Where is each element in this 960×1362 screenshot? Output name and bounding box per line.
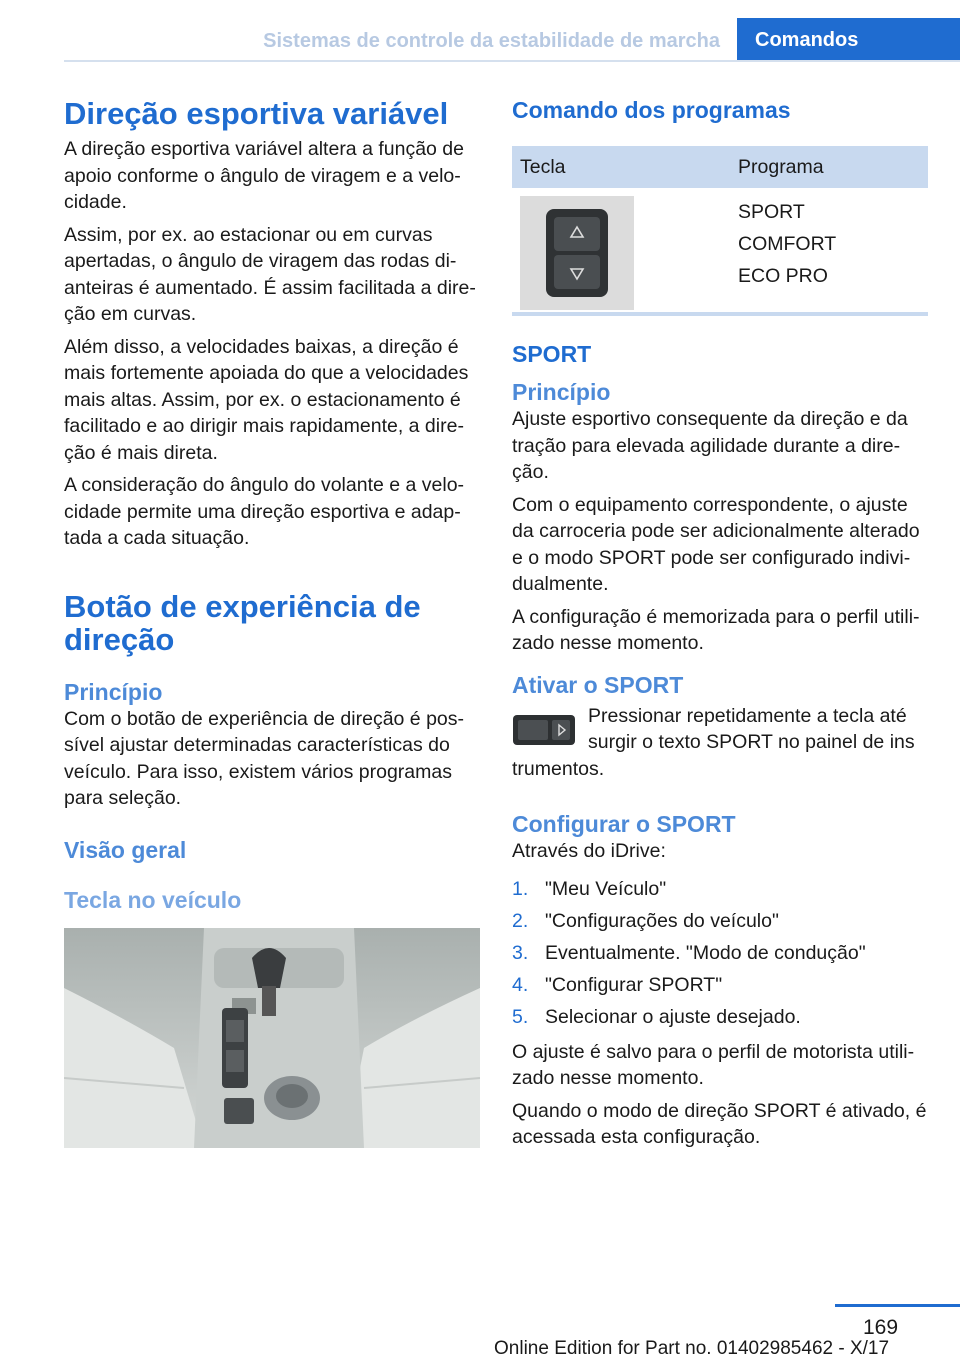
- step-number: 1.: [512, 877, 529, 900]
- paragraph: Assim, por ex. ao estacionar ou em curvas apertadas, o ângulo de viragem das rodas dianteiras é aumentado. É assim facilitada a direção em curvas.: [64, 223, 476, 325]
- program-eco-pro: ECO PRO: [738, 265, 828, 287]
- table-cell-programa: [730, 196, 836, 312]
- step-text: "Meu Veículo": [545, 877, 667, 900]
- paragraph: Pressionar repetidamente a tecla até surgir o texto SPORT no painel de ins: [588, 704, 915, 753]
- heading-sport: SPORT: [512, 341, 592, 367]
- header-chapter-tab: [737, 18, 960, 62]
- left-column: [64, 96, 480, 1148]
- paragraph: Através do iDrive:: [512, 840, 666, 862]
- footer-rule: [835, 1304, 960, 1307]
- steps-list: [512, 873, 928, 1033]
- heading-visao-geral: Visão geral: [64, 836, 187, 863]
- step-text: Eventualmente. "Modo de condução": [545, 941, 866, 964]
- list-item: [512, 873, 928, 905]
- paragraph: A direção esportiva variável altera a função de apoio conforme o ângulo de viragem e a velocidade.: [64, 138, 464, 213]
- paragraph: Com o equipamento correspondente, o ajuste da carroceria pode ser adicionalmente alterado e o modo SPORT pode ser configurado individualmente.: [512, 493, 920, 595]
- table-header-tecla: Tecla: [520, 155, 566, 178]
- mode-button-photo: [520, 196, 634, 310]
- step-number: 2.: [512, 909, 529, 932]
- paragraph: A consideração do ângulo do volante e a velocidade permite uma direção esportiva e adaptada a cada situação.: [64, 474, 465, 549]
- paragraph-continuation: trumentos.: [512, 757, 605, 780]
- step-number: 5.: [512, 1005, 529, 1028]
- heading-ativar-sport: Ativar o SPORT: [512, 671, 684, 698]
- table-header-row: [512, 146, 928, 188]
- list-item: [512, 969, 928, 1001]
- paragraph: Ajuste esportivo consequente da direção e da tração para elevada agilidade durante a direção.: [512, 408, 908, 483]
- programs-table: [512, 146, 928, 316]
- list-item: [512, 1001, 928, 1033]
- console-photo: [64, 928, 480, 1148]
- list-item: [512, 937, 928, 969]
- edition-note: Online Edition for Part no. 01402985462 - X/17: [494, 1338, 890, 1359]
- paragraph: Além disso, a velocidades baixas, a direção é mais fortemente apoiada do que a velocidades mais altas. Assim, por ex. o estacionamento é facilitado e ao dirigir mais rapidamente, a direção é mais direta.: [64, 335, 469, 464]
- paragraph: Quando o modo de direção SPORT é ativado, é acessada esta configuração.: [512, 1099, 927, 1148]
- step-text: "Configurar SPORT": [545, 973, 723, 996]
- table-header-programa: Programa: [738, 155, 824, 178]
- ativar-block: [512, 703, 928, 756]
- paragraph: A configuração é memorizada para o perfil utilizado nesse momento.: [512, 605, 920, 654]
- program-sport: SPORT: [738, 201, 805, 223]
- page-number: 169: [863, 1316, 899, 1339]
- paragraph: Com o botão de experiência de direção é possível ajustar determinadas características do veículo. Para isso, existem vários programas para seleção.: [64, 707, 465, 809]
- heading-configurar-sport: Configurar o SPORT: [512, 811, 736, 837]
- heading-direcao-esportiva: Direção esportiva variável: [64, 96, 449, 131]
- table-cell-tecla: [512, 196, 730, 312]
- heading-tecla-no-veiculo: Tecla no veículo: [64, 886, 242, 913]
- mode-button-icon: [512, 703, 588, 756]
- step-number: 4.: [512, 973, 529, 996]
- step-text: Selecionar o ajuste desejado.: [545, 1005, 801, 1028]
- header-chapter-label: Comandos: [755, 28, 859, 51]
- program-comfort: COMFORT: [738, 233, 837, 255]
- right-column: [512, 96, 928, 1157]
- paragraph: O ajuste é salvo para o perfil de motorista utilizado nesse momento.: [512, 1040, 915, 1089]
- page-header: [0, 0, 960, 62]
- heading-principio: Princípio: [512, 379, 611, 405]
- header-rule: [64, 60, 960, 62]
- heading-principio: Princípio: [64, 678, 163, 705]
- heading-botao-experiencia: Botão de experiência de direção: [64, 588, 421, 657]
- list-item: [512, 905, 928, 937]
- heading-comando-programas: Comando dos programas: [512, 97, 791, 123]
- step-text: "Configurações do veículo": [545, 909, 779, 932]
- table-row: [512, 188, 928, 316]
- step-number: 3.: [512, 941, 529, 964]
- header-section-title: Sistemas de controle da estabilidade de marcha: [263, 30, 720, 52]
